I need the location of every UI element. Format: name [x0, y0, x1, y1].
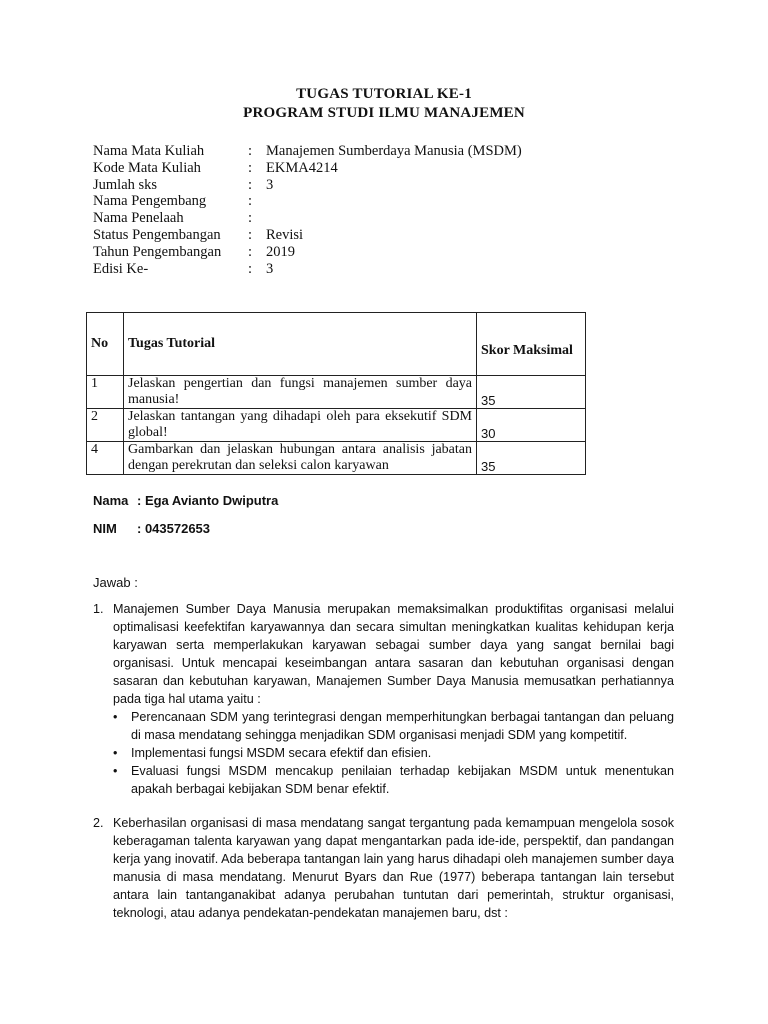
bullet-text: Implementasi fungsi MSDM secara efektif dan efisien. — [131, 746, 432, 760]
cell-skor: 35 — [477, 442, 586, 475]
answer-body — [113, 600, 674, 798]
cell-skor: 30 — [477, 409, 586, 442]
list-item — [113, 762, 674, 798]
info-label: Kode Mata Kuliah — [93, 159, 201, 176]
answer-text: Keberhasilan organisasi di masa mendatang sangat tergantung pada kemampuan mengelola sosok keberagaman talenta karyawan yang dapat mengantarkan pada ide-ide, perspektif, dan pandangan kerja yang inovatif. Ada beberapa tantangan lain yang harus dihadapi oleh manajemen sumber daya manusia di masa mendatang. Menurut Byars dan Rue (1977) beberapa tantangan lain tersebut antara lain tantanganakibat adanya perubahan tuntutan dari pemerintah, struktur organisasi, teknologi, atau adanya pendekatan-pendekatan manajemen baru, dst : — [113, 816, 674, 920]
cell-no: 4 — [87, 442, 124, 475]
answers — [93, 600, 674, 938]
info-label: Jumlah sks — [93, 176, 158, 193]
info-value: 2019 — [266, 243, 295, 260]
bullet-icon: • — [113, 746, 118, 760]
info-value: 3 — [266, 260, 274, 277]
info-row-course-name — [93, 143, 522, 160]
info-row-year — [93, 244, 522, 261]
table-header-row — [87, 313, 586, 376]
info-colon: : — [248, 159, 253, 176]
table-row — [87, 376, 586, 409]
info-colon: : — [248, 176, 253, 193]
jawab-heading: Jawab : — [93, 575, 138, 590]
info-row-course-code — [93, 160, 522, 177]
info-label: Nama Pengembang — [93, 193, 207, 210]
bullet-icon: • — [113, 764, 118, 778]
header-task: Tugas Tutorial — [124, 313, 477, 376]
document-title-line-1: TUGAS TUTORIAL KE-1 — [296, 86, 472, 102]
list-item — [113, 744, 674, 762]
student-name — [93, 493, 278, 508]
cell-skor: 35 — [477, 376, 586, 409]
cell-task: Jelaskan pengertian dan fungsi manajemen sumber daya manusia! — [124, 376, 477, 409]
info-colon: : — [248, 210, 253, 227]
student-nim-value: : 043572653 — [137, 521, 211, 536]
answer-body — [113, 814, 674, 922]
answer-number: 1. — [93, 602, 104, 616]
info-label: Edisi Ke- — [93, 260, 149, 277]
answer-2 — [93, 814, 674, 922]
cell-task: Jelaskan tantangan yang dihadapi oleh para eksekutif SDM global! — [124, 409, 477, 442]
bullet-icon: • — [113, 710, 118, 724]
tutorial-table — [86, 312, 586, 475]
info-label: Status Pengembangan — [93, 226, 221, 243]
cell-no: 2 — [87, 409, 124, 442]
info-colon: : — [248, 193, 253, 210]
student-name-value: : Ega Avianto Dwiputra — [137, 493, 279, 508]
bullet-text: Evaluasi fungsi MSDM mencakup penilaian terhadap kebijakan MSDM untuk menentukan apakah berbagai kebijakan SDM benar efektif. — [131, 764, 674, 796]
info-row-credits — [93, 177, 522, 194]
table-row — [87, 409, 586, 442]
header-skor: Skor Maksimal — [477, 313, 586, 376]
cell-no: 1 — [87, 376, 124, 409]
info-label: Tahun Pengembangan — [93, 243, 222, 260]
info-value: Revisi — [266, 226, 304, 243]
info-colon: : — [248, 243, 253, 260]
student-nim-label: NIM — [93, 521, 117, 536]
course-info — [93, 143, 522, 277]
list-item — [113, 708, 674, 744]
student-nim — [93, 521, 210, 536]
info-value: Manajemen Sumberdaya Manusia (MSDM) — [266, 143, 522, 159]
answer-text: Manajemen Sumber Daya Manusia merupakan memaksimalkan produktifitas organisasi melalui optimalisasi keefektifan karyawannya dan secara simultan meningkatkan kualitas kehidupan kerja karyawan serta memperlakukan karyawan sebagai sumber daya yang sangat bernilai bagi organisasi. Untuk mencapai keseimbangan antara sasaran dan kebutuhan organisasi dengan sasaran dan kebutuhan karyawan, Manajemen Sumber Daya Manusia memusatkan perhatiannya pada tiga hal utama yaitu : — [113, 602, 674, 706]
header-no: No — [87, 313, 124, 376]
info-colon: : — [248, 260, 253, 277]
document-title-line-2: PROGRAM STUDI ILMU MANAJEMEN — [243, 105, 525, 121]
info-row-status — [93, 227, 522, 244]
info-value: 3 — [266, 176, 274, 193]
cell-task: Gambarkan dan jelaskan hubungan antara analisis jabatan dengan perekrutan dan seleksi calon karyawan — [124, 442, 477, 475]
info-value: EKMA4214 — [266, 159, 338, 176]
bullet-list — [113, 708, 674, 798]
info-colon: : — [248, 226, 253, 243]
info-row-developer — [93, 193, 522, 210]
info-colon: : — [248, 143, 253, 159]
info-label: Nama Penelaah — [93, 210, 184, 227]
info-row-reviewer — [93, 210, 522, 227]
info-row-edition — [93, 261, 522, 278]
answer-1 — [93, 600, 674, 798]
info-label: Nama Mata Kuliah — [93, 143, 205, 159]
student-name-label: Nama — [93, 493, 129, 508]
answer-number: 2. — [93, 816, 104, 830]
bullet-text: Perencanaan SDM yang terintegrasi dengan memperhitungkan berbagai tantangan dan peluang di masa mendatang sehingga menjadikan SDM organisasi menjadi SDM yang kompetitif. — [131, 710, 674, 742]
table-row — [87, 442, 586, 475]
